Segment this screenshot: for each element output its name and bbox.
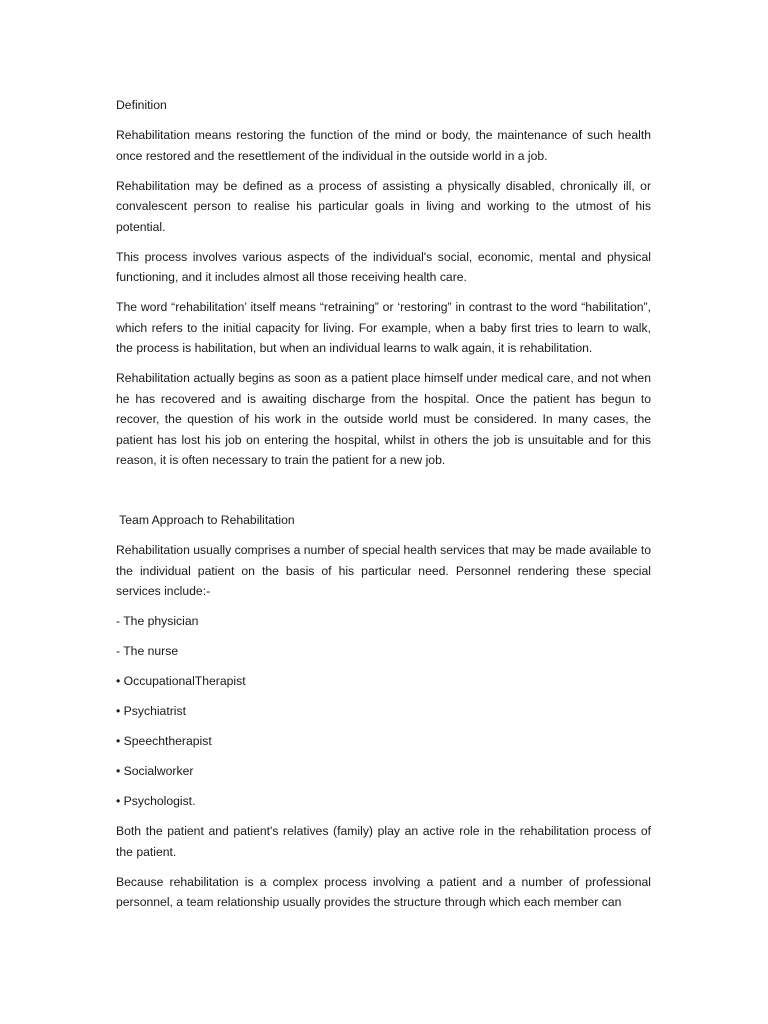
- list-item: - The physician: [116, 614, 199, 628]
- list-item: • Speechtherapist: [116, 734, 212, 748]
- list-item: • Socialworker: [116, 764, 194, 778]
- paragraph: This process involves various aspects of the individual's social, economic, mental and physical functioning, and it includes almost all those receiving health care.: [116, 249, 651, 284]
- paragraph: Rehabilitation may be defined as a process of assisting a physically disabled, chronically ill, or convalescent person to realise his particular goals in living and working to the utmost of his potential.: [116, 178, 651, 234]
- list-item: • Psychiatrist: [116, 704, 186, 718]
- paragraph: The word “rehabilitation’ itself means “retraining” or ‘restoring” in contrast to the word “habilitation”, which refers to the initial capacity for living. For example, when a baby first tries to learn to walk, the process is habilitation, but when an individual learns to walk again, it is rehabilitation.: [116, 300, 651, 355]
- paragraph: Rehabilitation actually begins as soon as a patient place himself under medical care, and not when he has recovered and is awaiting discharge from the hospital. Once the patient has begun to recover, the question of his work in the outside world must be considered. In many cases, the patient has lost his job on entering the hospital, whilst in others the job is unsuitable and for this reason, it is often necessary to train the patient for a new job.: [116, 371, 651, 467]
- document-page: [116, 95, 651, 922]
- list-item: - The nurse: [116, 644, 179, 658]
- list-item: • OccupationalTherapist: [116, 674, 246, 688]
- paragraph: Rehabilitation usually comprises a number of special health services that may be made available to the individual patient on the basis of his particular need. Personnel rendering these special services include:-: [116, 543, 651, 598]
- paragraph: Rehabilitation means restoring the function of the mind or body, the maintenance of such health once restored and the resettlement of the individual in the outside world in a job.: [116, 128, 651, 163]
- paragraph: Both the patient and patient's relatives (family) play an active role in the rehabilitation process of the patient.: [116, 824, 651, 859]
- section-heading-team-approach: Team Approach to Rehabilitation: [116, 513, 295, 527]
- section-spacer: [116, 480, 651, 510]
- list-item: • Psychologist.: [116, 794, 196, 808]
- section-heading-definition: Definition: [116, 98, 167, 112]
- paragraph: Because rehabilitation is a complex process involving a patient and a number of professional personnel, a team relationship usually provides the structure through which each member can: [116, 874, 651, 909]
